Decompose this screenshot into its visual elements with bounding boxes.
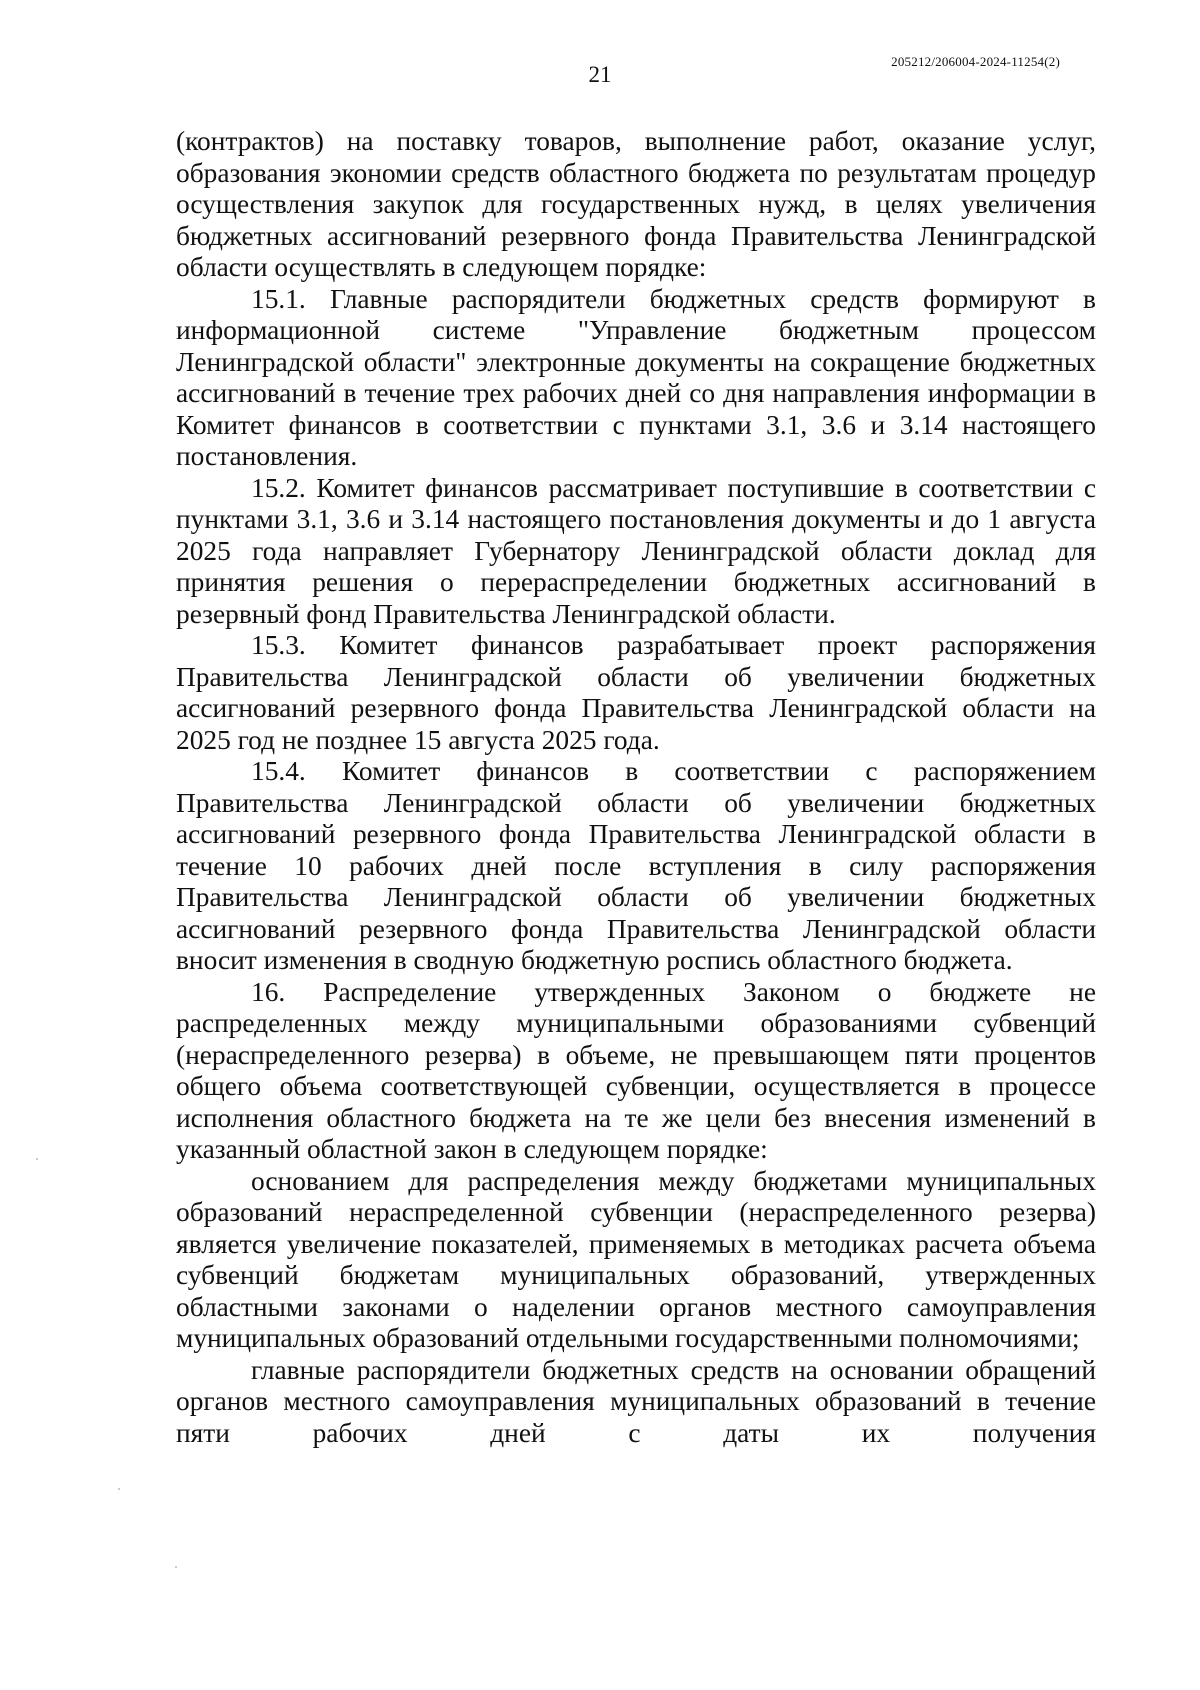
paragraph-contracts: (контрактов) на поставку товаров, выполнение работ, оказание услуг, образования экономии средств областного бюджета по результатам процедур осуществления закупок для государственных нужд, в целях увеличения бюджетных ассигнований резервного фонда Правительства Ленинградской области осуществлять в следующем порядке: [176,126,1096,282]
page-number: 21 [588,62,612,87]
paragraph-chief-managers: главные распорядители бюджетных средств на основании обращений органов местного самоуправления муниципальных образований в течение пяти рабочих дней с даты их получения [176,1354,1096,1448]
paragraph-15-2: 15.2. Комитет финансов рассматривает поступившие в соответствии с пунктами 3.1, 3.6 и 3.14 настоящего постановления документы и до 1 августа 2025 года направляет Губернатору Ленинградской области доклад для принятия решения о перераспределении бюджетных ассигнований в резервный фонд Правительства Ленинградской области. [176,472,1096,629]
scan-speck [175,1566,177,1568]
scan-speck [118,1488,120,1490]
scan-speck [36,1158,38,1160]
document-registration-number: 205212/206004-2024-11254(2) [891,54,1060,69]
paragraph-16: 16. Распределение утвержденных Законом о бюджете не распределенных между муниципальными образованиями субвенций (нераспределенного резерва) в объеме, не превышающем пяти процентов общего объема соответствующей субвенции, осуществляется в процессе исполнения областного бюджета на те же цели без внесения изменений в указанный областной закон в следующем порядке: [176,976,1096,1164]
paragraph-basis: основанием для распределения между бюджетами муниципальных образований нераспределенной субвенции (нераспределенного резерва) является увеличение показателей, применяемых в методиках расчета объема субвенций бюджетам муниципальных образований, утвержденных областными законами о наделении органов местного самоуправления муниципальных образований отдельными государственными полномочиями; [176,1165,1096,1353]
document-body [176,126,1096,1449]
paragraph-15-1: 15.1. Главные распорядители бюджетных средств формируют в информационной системе "Управление бюджетным процессом Ленинградской области" электронные документы на сокращение бюджетных ассигнований в течение трех рабочих дней со дня направления информации в Комитет финансов в соответствии с пунктами 3.1, 3.6 и 3.14 настоящего постановления. [176,283,1096,471]
paragraph-15-3: 15.3. Комитет финансов разрабатывает проект распоряжения Правительства Ленинградской области об увеличении бюджетных ассигнований резервного фонда Правительства Ленинградской области на 2025 год не позднее 15 августа 2025 года. [176,630,1096,755]
paragraph-15-4: 15.4. Комитет финансов в соответствии с распоряжением Правительства Ленинградской области об увеличении бюджетных ассигнований резервного фонда Правительства Ленинградской области в течение 10 рабочих дней после вступления в силу распоряжения Правительства Ленинградской области об увеличении бюджетных ассигнований резервного фонда Правительства Ленинградской области вносит изменения в сводную бюджетную роспись областного бюджета. [176,756,1096,975]
